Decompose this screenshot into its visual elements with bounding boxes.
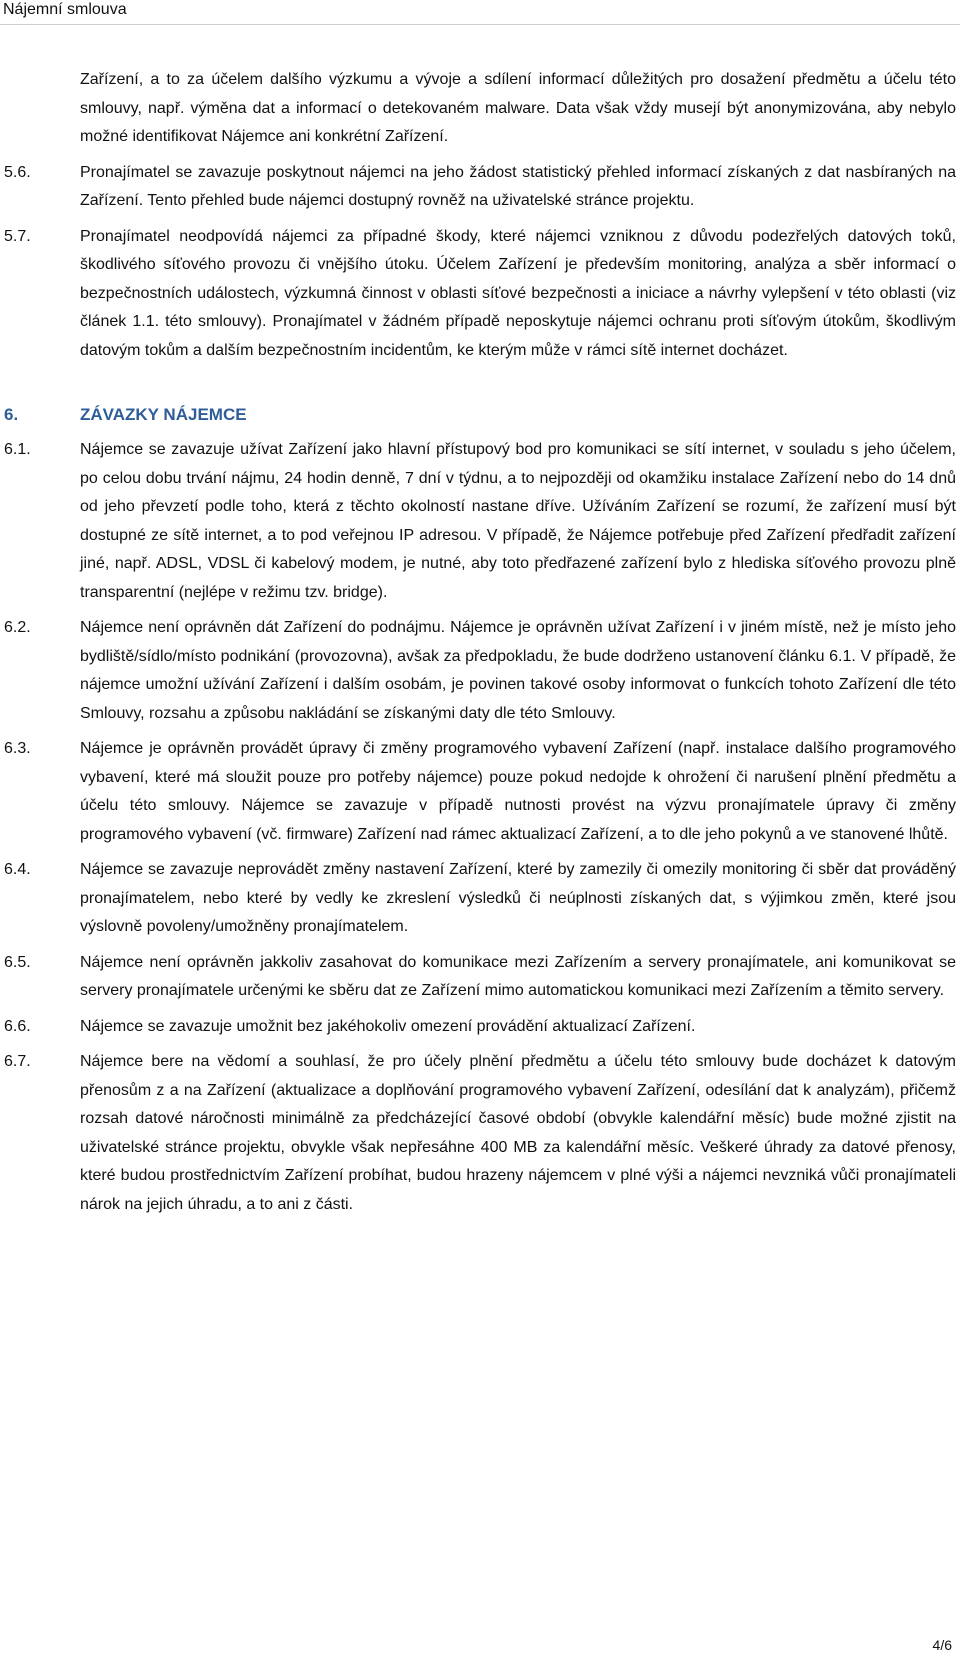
clause-text: Nájemce se zavazuje umožnit bez jakéhokoliv omezení provádění aktualizací Zařízení. (80, 1017, 696, 1035)
page-number: 4/6 (932, 1637, 952, 1653)
clause-text: Nájemce se zavazuje užívat Zařízení jako hlavní přístupový bod pro komunikaci se sítí internet, v souladu s jeho účelem, po celou dobu trvání nájmu, 24 hodin denně, 7 dní v týdnu, a to nejpozději od okamžiku instalace Zařízení nebo do 14 dnů od jeho převzetí podle toho, která z těchto okolností nastane dříve. Užíváním Zařízení se rozumí, že zařízení musí být dostupné ze sítě internet, a to pod veřejnou IP adresou. V případě, že Nájemce potřebuje před Zařízení předřadit zařízení jiné, např. ADSL, VDSL či kabelový modem, je nutné, aby toto předřazené zařízení bylo z hlediska síťového provozu plně transparentní (nejlépe v režimu tzv. bridge). (80, 441, 956, 601)
clause-number: 6.7. (4, 1053, 31, 1070)
clause-6-4 (4, 856, 956, 942)
clause-6-2 (4, 614, 956, 728)
clause-text: Pronajímatel se zavazuje poskytnout nájemci na jeho žádost statistický přehled informací získaných z dat nasbíraných na Zařízení. Tento přehled bude nájemci dostupný rovněž na uživatelské stránce projektu. (80, 163, 956, 209)
clause-5-7 (4, 223, 956, 366)
section-number: 6. (4, 405, 19, 424)
clause-text: Nájemce není oprávněn dát Zařízení do podnájmu. Nájemce je oprávněn užívat Zařízení i v jiném místě, než je místo jeho bydliště/sídlo/místo podnikání (provozovna), avšak za předpokladu, že bude dodrženo ustanovení článku 6.1. V případě, že nájemce umožní užívání Zařízení i dalším osobám, je povinen takové osoby informovat o funkcích tohoto Zařízení dle této Smlouvy, rozsahu a způsobu nakládání se získanými daty dle této Smlouvy. (80, 619, 956, 722)
running-header-title: Nájemní smlouva (3, 1, 127, 18)
clause-text: Nájemce se zavazuje neprovádět změny nastavení Zařízení, které by zamezily či omezily monitoring či sběr dat prováděný pronajímatelem, nebo které by vedly ke zkreslení výsledků či neúplnosti získaných dat, s výjimkou změn, které jsou výslovně povoleny/umožněny pronajímatelem. (80, 861, 956, 935)
clause-text: Nájemce bere na vědomí a souhlasí, že pro účely plnění předmětu a účelu této smlouvy bude docházet k datovým přenosům z a na Zařízení (aktualizace a doplňování programového vybavení Zařízení, odesílání dat k analyzám), přičemž rozsah datové náročnosti minimálně za předcházející časové období (obvykle kalendářní měsíc) bude možné zjistit na uživatelské stránce projektu, obvykle však nepřesáhne 400 MB za kalendářní měsíc. Veškeré úhrady za datové přenosy, které budou prostřednictvím Zařízení probíhat, budou hrazeny nájemcem v plné výši a nájemci nevzniká vůči pronajímateli nárok na jejich úhradu, a to ani z části. (80, 1053, 956, 1213)
section-title: ZÁVAZKY NÁJEMCE (80, 405, 247, 424)
clause-text: Pronajímatel neodpovídá nájemci za případné škody, které nájemci vzniknou z důvodu podezřelých datových toků, škodlivého síťového provozu či vnějšího útoku. Účelem Zařízení je především monitoring, analýza a sběr informací o bezpečnostních událostech, výzkumná činnost v oblasti síťové bezpečnosti a iniciace a návrhy vylepšení v této oblasti (viz článek 1.1. této smlouvy). Pronajímatel v žádném případě neposkytuje nájemci ochranu proti síťovým útokům, škodlivým datovým tokům a dalším bezpečnostním incidentům, ke kterým může v rámci sítě internet docházet. (80, 227, 956, 359)
clause-number: 6.2. (4, 619, 31, 636)
clause-number: 6.6. (4, 1017, 31, 1035)
clause-6-3 (4, 735, 956, 849)
clause-number: 6.4. (4, 861, 31, 878)
header-divider (0, 24, 960, 25)
clause-6-6 (4, 1013, 956, 1042)
clause-number: 5.6. (4, 163, 31, 181)
clause-text: Nájemce je oprávněn provádět úpravy či změny programového vybavení Zařízení (např. instalace dalšího programového vybavení, které má sloužit pouze pro potřeby nájemce) pouze pokud nedojde k ohrožení či narušení plnění předmětu a účelu této smlouvy. Nájemce se zavazuje v případě nutnosti provést na výzvu pronajímatele úpravy či změny programového vybavení (vč. firmware) Zařízení nad rámec aktualizací Zařízení, a to dle jeho pokynů a ve stanovené lhůtě. (80, 740, 956, 843)
clause-6-5 (4, 949, 956, 1006)
clause-number: 5.7. (4, 227, 31, 245)
clause-6-7 (4, 1048, 956, 1219)
continuation-paragraph: Zařízení, a to za účelem dalšího výzkumu a vývoje a sdílení informací důležitých pro dosažení předmětu a účelu této smlouvy, např. výměna dat a informací o detekovaném malware. Data však vždy musejí být anonymizována, aby nebylo možné identifikovat Nájemce ani konkrétní Zařízení. (80, 71, 956, 145)
clause-5-6 (4, 159, 956, 216)
clause-text: Nájemce není oprávněn jakkoliv zasahovat do komunikace mezi Zařízením a servery pronajímatele, ani komunikovat se servery pronajímatele určenými ke sběru dat ze Zařízení mimo automatickou komunikaci mezi Zařízením a těmito servery. (80, 953, 956, 999)
clause-number: 6.3. (4, 740, 31, 757)
document-body (4, 66, 956, 1219)
clause-number: 6.1. (4, 441, 31, 458)
clause-number: 6.5. (4, 953, 31, 971)
section-heading-6 (4, 401, 956, 429)
clause-6-1 (4, 436, 956, 607)
